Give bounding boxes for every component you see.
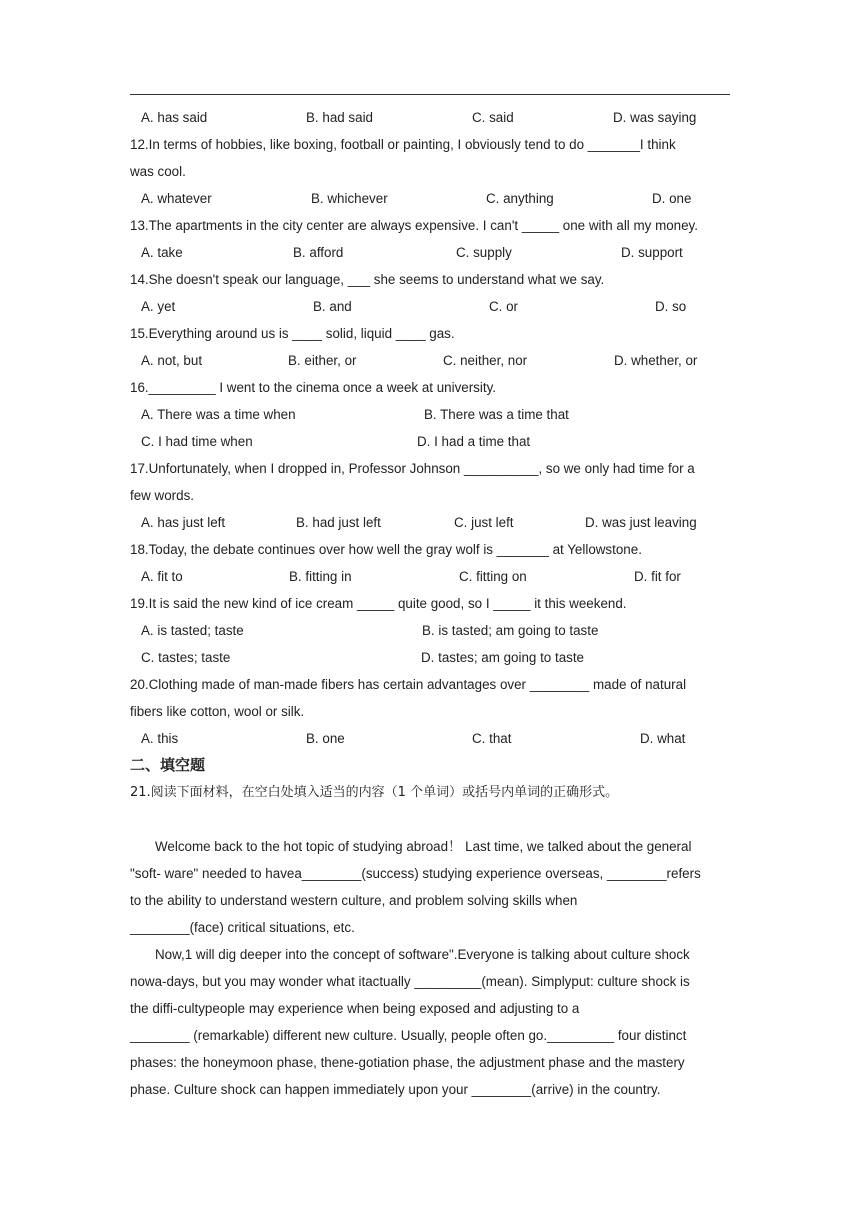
q13-option-d: D. support [621,245,683,260]
q17-option-c: C. just left [454,515,514,530]
q16-option-d: D. I had a time that [417,434,531,449]
section-heading: 二、填空题 [130,756,206,774]
q15-option-b: B. either, or [288,353,357,368]
passage-line: ________ (remarkable) different new culture. Usually, people often go._________ four distinct [130,1028,687,1043]
q15-option-c: C. neither, nor [443,353,528,368]
q16-option-c: C. I had time when [141,434,253,449]
q16-option-a: A. There was a time when [141,407,296,422]
q19-options-row1 [130,617,730,644]
q18-option-b: B. fitting in [289,569,352,584]
q12-stem: 12.In terms of hobbies, like boxing, football or painting, I obviously tend to do _______I think [130,137,676,152]
q20-option-b: B. one [306,731,345,746]
q19-option-a: A. is tasted; taste [141,623,244,638]
q14-option-d: D. so [655,299,687,314]
passage-line: Welcome back to the hot topic of studying abroad！ Last time, we talked about the general [155,839,692,854]
q18-options [130,563,730,590]
q16-options-row2 [130,428,730,455]
q11-option-d: D. was saying [613,110,697,125]
passage-line: nowa-days, but you may wonder what itactually _________(mean). Simplyput: culture shock is [130,974,690,989]
spacer [130,806,730,833]
q11-options [130,104,730,131]
q19-option-b: B. is tasted; am going to taste [422,623,599,638]
header-rule [130,94,730,95]
q13-option-a: A. take [141,245,183,260]
q15-option-d: D. whether, or [614,353,698,368]
q12-option-a: A. whatever [141,191,212,206]
q16-stem: 16._________ I went to the cinema once a week at university. [130,380,496,395]
passage-line: Now,1 will dig deeper into the concept of software".Everyone is talking about culture shock [155,947,690,962]
q15-options [130,347,730,374]
q13-stem: 13.The apartments in the city center are always expensive. I can't _____ one with all my money. [130,218,698,233]
q19-option-c: C. tastes; taste [141,650,231,665]
q20-option-d: D. what [640,731,686,746]
q21-instruction: 21.阅读下面材料，在空白处填入适当的内容（1 个单词）或括号内单词的正确形式。 [130,785,619,800]
q19-stem: 19.It is said the new kind of ice cream _____ quite good, so I _____ it this weekend. [130,596,627,611]
q18-option-a: A. fit to [141,569,183,584]
q14-stem: 14.She doesn't speak our language, ___ she seems to understand what we say. [130,272,605,287]
q14-option-c: C. or [489,299,519,314]
passage-line: the diffi-cultypeople may experience when being exposed and adjusting to a [130,1001,580,1016]
q16-options-row1 [130,401,730,428]
q17-stem: 17.Unfortunately, when I dropped in, Professor Johnson __________, so we only had time for a [130,461,695,476]
q17-option-a: A. has just left [141,515,226,530]
q17-option-b: B. had just left [296,515,381,530]
q12-option-c: C. anything [486,191,554,206]
q15-stem: 15.Everything around us is ____ solid, liquid ____ gas. [130,326,455,341]
q17-stem-cont: few words. [130,488,194,503]
q17-options [130,509,730,536]
q12-stem-cont: was cool. [130,164,186,179]
q12-options [130,185,730,212]
q20-stem: 20.Clothing made of man-made fibers has certain advantages over ________ made of natural [130,677,687,692]
q20-option-c: C. that [472,731,512,746]
q13-option-b: B. afford [293,245,344,260]
q19-options-row2 [130,644,730,671]
passage-line: ________(face) critical situations, etc. [130,920,355,935]
passage-paragraph-2 [130,941,730,1103]
q14-option-a: A. yet [141,299,176,314]
q19-option-d: D. tastes; am going to taste [421,650,585,665]
q14-options [130,293,730,320]
q20-option-a: A. this [141,731,179,746]
q11-option-b: B. had said [306,110,373,125]
document-content [130,104,730,1103]
q17-option-d: D. was just leaving [585,515,697,530]
q13-options [130,239,730,266]
q20-stem-cont: fibers like cotton, wool or silk. [130,704,305,719]
q13-option-c: C. supply [456,245,512,260]
q12-option-d: D. one [652,191,692,206]
passage-line: phase. Culture shock can happen immediately upon your ________(arrive) in the country. [130,1082,661,1097]
passage-line: to the ability to understand western culture, and problem solving skills when [130,893,578,908]
q18-option-c: C. fitting on [459,569,527,584]
q14-option-b: B. and [313,299,352,314]
q15-option-a: A. not, but [141,353,203,368]
q12-option-b: B. whichever [311,191,388,206]
passage-line: "soft- ware" needed to havea________(success) studying experience overseas, ________refers [130,866,701,881]
q18-stem: 18.Today, the debate continues over how well the gray wolf is _______ at Yellowstone. [130,542,642,557]
q11-option-a: A. has said [141,110,208,125]
passage-paragraph-1 [130,833,730,941]
q11-option-c: C. said [472,110,514,125]
passage-line: phases: the honeymoon phase, thene-gotiation phase, the adjustment phase and the mastery [130,1055,685,1070]
q16-option-b: B. There was a time that [424,407,569,422]
q20-options [130,725,730,752]
q18-option-d: D. fit for [634,569,681,584]
